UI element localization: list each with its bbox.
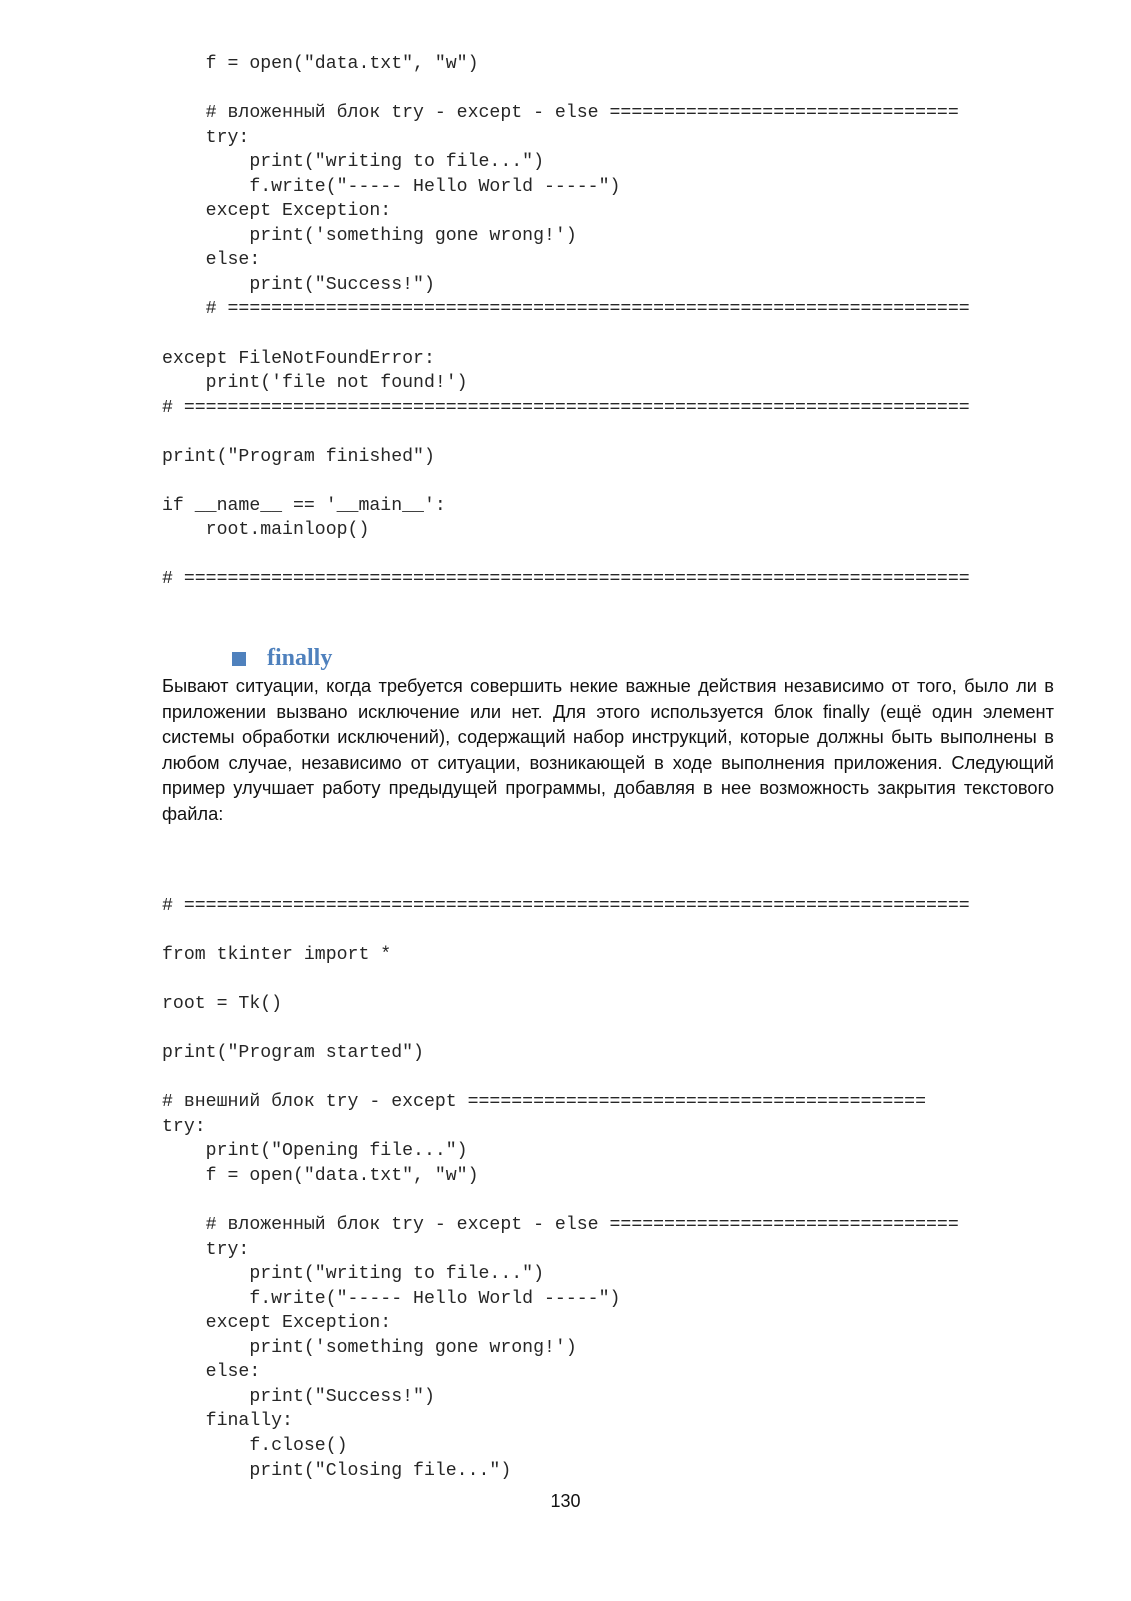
code-line [162,919,1062,944]
code-line [162,420,1062,445]
code-line: # ======================================================================== [162,397,970,418]
code-line: try: [162,1116,206,1137]
code-line: print("writing to file...") [162,1264,544,1285]
code-line: print('file not found!') [162,373,468,394]
code-line [162,469,1062,494]
code-line: print('something gone wrong!') [162,225,577,246]
code-line: # ======================================================================== [162,896,970,916]
code-line: print("Success!") [162,1386,435,1407]
code-line: f = open("data.txt", "w") [162,54,479,74]
code-line: from tkinter import * [162,945,392,966]
code-line: # ==================================================================== [162,299,970,320]
code-line: # внешний блок try - except ========================================== [162,1092,926,1113]
code-line: except FileNotFoundError: [162,348,435,369]
code-line [162,322,1062,347]
code-line: print("Program started") [162,1043,424,1064]
code-listing-finally-example [162,894,1062,1483]
code-line [162,543,1062,568]
code-line: # вложенный блок try - except - else ================================ [162,103,959,124]
code-line: print("Program finished") [162,446,435,467]
code-line: print("Success!") [162,274,435,295]
code-line: try: [162,1239,250,1260]
code-line: root = Tk() [162,994,283,1015]
code-line [162,1189,1062,1214]
code-line: # ======================================================================== [162,569,970,590]
code-line [162,968,1062,993]
code-line: print("Closing file...") [162,1460,512,1481]
code-line: print("Opening file...") [162,1141,468,1162]
section-heading [232,645,332,672]
code-line: print('something gone wrong!') [162,1337,577,1358]
code-line [162,77,1062,102]
code-line: f.close() [162,1436,348,1457]
section-title: finally [267,645,333,671]
code-line: root.mainloop() [162,520,370,541]
code-line: else: [162,250,261,271]
code-line: if __name__ == '__main__': [162,495,446,516]
code-line: f = open("data.txt", "w") [162,1166,479,1187]
code-line: try: [162,127,250,148]
square-bullet-icon [232,652,246,666]
code-line: except Exception: [162,201,392,222]
code-line: # вложенный блок try - except - else ================================ [162,1215,959,1236]
code-line: finally: [162,1411,293,1432]
section-paragraph: Бывают ситуации, когда требуется совершить некие важные действия независимо от того, было ли в приложении вызвано исключение или нет. Для этого используется блок finally (ещё один элемент системы обработки исключений), содержащий набор инструкций, которые должны быть выполнены в любом случае, независимо от ситуации, возникающей в ходе выполнения приложения. Следующий пример улучшает работу предыдущей программы, добавляя в нее возможность закрытия текстового файла: [162,675,1054,824]
code-line: f.write("----- Hello World -----") [162,1288,621,1309]
page-number: 130 [550,1491,581,1511]
code-line [162,1066,1062,1091]
code-line: print("writing to file...") [162,152,544,173]
code-line [162,1017,1062,1042]
code-line: except Exception: [162,1313,392,1334]
code-listing-continued [162,52,1062,592]
code-line: f.write("----- Hello World -----") [162,176,621,197]
code-line: else: [162,1362,261,1383]
